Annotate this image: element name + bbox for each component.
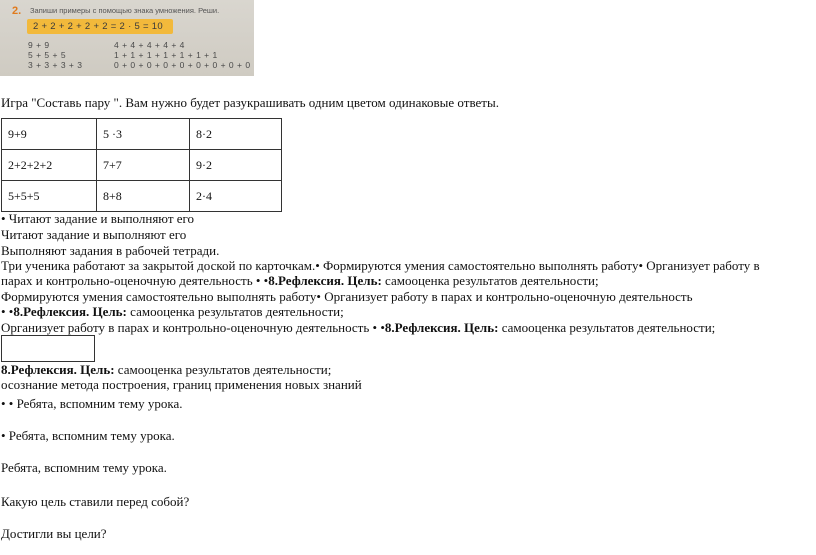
text-line: Формируются умения самостоятельно выполнять работу• Организует работу в парах и контрольно-оценочную деятельность xyxy=(1,289,693,304)
example-equation: 2 + 2 + 2 + 2 + 2 = 2 · 5 = 10 xyxy=(33,21,163,32)
table-cell: 2+2+2+2 xyxy=(2,150,97,181)
reflection-heading: 8.Рефлексия. Цель: xyxy=(13,304,127,319)
table-cell: 2·4 xyxy=(190,181,282,212)
empty-box xyxy=(1,335,95,362)
text-line: • Читают задание и выполняют его xyxy=(1,211,195,226)
text-line: парах и контрольно-оценочную деятельность • •8.Рефлексия. Цель: самооценка результатов деятельности; xyxy=(1,273,599,288)
right-row: 4 + 4 + 4 + 4 + 4 xyxy=(114,40,185,50)
reflection-heading: 8.Рефлексия. Цель: xyxy=(384,320,499,335)
reflection-heading: 8.Рефлексия. Цель: xyxy=(268,273,382,288)
text-line: Ребята, вспомним тему урока. xyxy=(1,460,167,475)
textbook-photo xyxy=(0,0,254,76)
left-row: 9 + 9 xyxy=(28,40,50,50)
table-row xyxy=(2,150,282,181)
table-cell: 5 ·3 xyxy=(97,119,190,150)
right-row: 0 + 0 + 0 + 0 + 0 + 0 + 0 + 0 + 0 xyxy=(114,60,251,70)
table-row xyxy=(2,181,282,212)
text-line: Какую цель ставили перед собой? xyxy=(1,494,190,509)
pairs-table xyxy=(1,118,282,212)
task-number: 2. xyxy=(12,5,22,17)
task-instruction: Запиши примеры с помощью знака умножения. Реши. xyxy=(30,6,220,15)
text-line: Достигли вы цели? xyxy=(1,526,107,541)
reflection-heading: 8.Рефлексия. Цель: xyxy=(1,362,115,377)
left-row: 3 + 3 + 3 + 3 xyxy=(28,60,83,70)
text-line: Читают задание и выполняют его xyxy=(1,227,187,242)
table-cell: 7+7 xyxy=(97,150,190,181)
text-line: Три ученика работают за закрытой доской по карточкам.• Формируются умения самостоятельно выполнять работу• Организует работу в xyxy=(1,258,760,273)
table-row xyxy=(2,119,282,150)
text-line: • •8.Рефлексия. Цель: самооценка результатов деятельности; xyxy=(1,304,344,319)
table-cell: 9+9 xyxy=(2,119,97,150)
table-cell: 8+8 xyxy=(97,181,190,212)
table-cell: 8·2 xyxy=(190,119,282,150)
table-cell: 9·2 xyxy=(190,150,282,181)
game-intro: Игра "Составь пару ". Вам нужно будет разукрашивать одним цветом одинаковые ответы. xyxy=(1,95,499,110)
text-line: Организует работу в парах и контрольно-оценочную деятельность • •8.Рефлексия. Цель: самооценка результатов деятельности; xyxy=(1,320,716,335)
text-line: 8.Рефлексия. Цель: самооценка результатов деятельности; xyxy=(1,362,332,377)
right-row: 1 + 1 + 1 + 1 + 1 + 1 + 1 xyxy=(114,50,218,60)
text-line: • Ребята, вспомним тему урока. xyxy=(1,428,175,443)
example-highlight xyxy=(27,19,173,34)
table-cell: 5+5+5 xyxy=(2,181,97,212)
text-line: • • Ребята, вспомним тему урока. xyxy=(1,396,183,411)
text-line: осознание метода построения, границ применения новых знаний xyxy=(1,377,362,392)
left-row: 5 + 5 + 5 xyxy=(28,50,67,60)
text-line: Выполняют задания в рабочей тетради. xyxy=(1,243,220,258)
